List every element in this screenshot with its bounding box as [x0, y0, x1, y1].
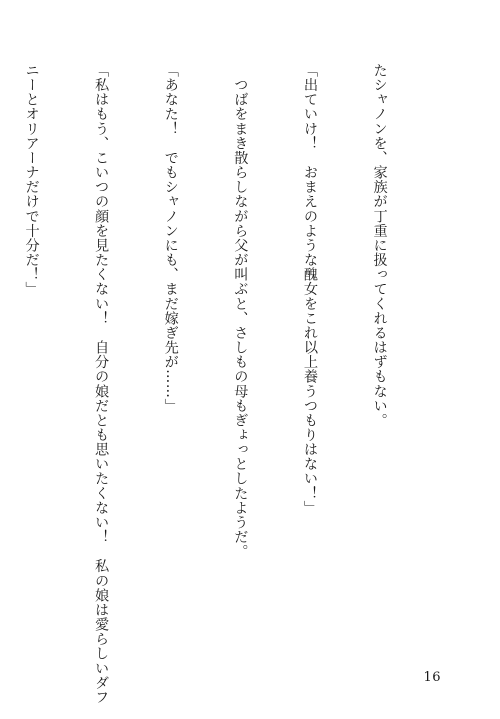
text-line-4: 「あなた！ でもシャノンにも、まだ嫁ぎ先が……」 [162, 63, 179, 413]
text-line-2: 「出ていけ！ おまえのような醜女をこれ以上養うつもりはない！」 [301, 63, 318, 515]
page-number: 16 [423, 670, 441, 685]
text-line-5: 「私はもう、こいつの顔を見たくない！ 自分の娘だとも思いたくない！ 私の娘は愛らしいダフ [93, 63, 110, 705]
text-line-3: つばをまき散らしながら父が叫ぶと、さしもの母もぎょっとしたようだ。 [232, 63, 249, 559]
text-line-1: たシャノンを、家族が丁重に扱ってくれるはずもない。 [371, 63, 388, 428]
text-line-6: ニーとオリアーナだけで十分だ！」 [23, 63, 40, 297]
